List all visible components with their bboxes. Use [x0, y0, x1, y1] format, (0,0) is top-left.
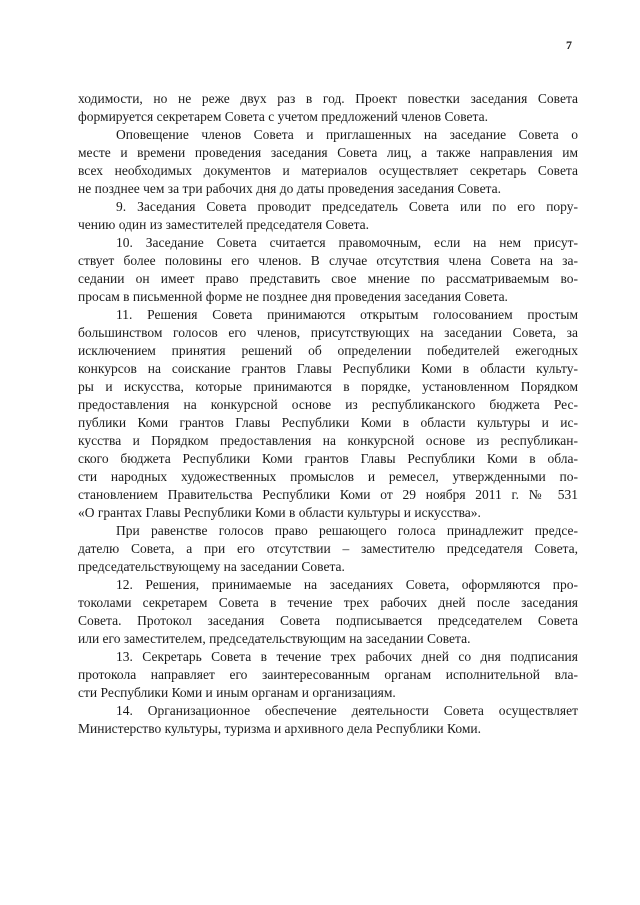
- text-line: Совета. Протокол заседания Совета подписывается председателем Совета: [78, 613, 578, 628]
- text-line: конкурсов на соискание грантов Главы Республики Коми в области культу-: [78, 361, 578, 376]
- text-line: 9. Заседания Совета проводит председатель Совета или по его пору-: [116, 199, 578, 214]
- text-line: 12. Решения, принимаемые на заседаниях Совета, оформляются про-: [116, 577, 578, 592]
- document-body: [78, 90, 578, 738]
- text-line: ского бюджета Республики Коми грантов Главы Республики Коми в обла-: [78, 451, 578, 466]
- text-line: Министерство культуры, туризма и архивного дела Республики Коми.: [78, 721, 481, 736]
- text-line: публики Коми грантов Главы Республики Коми в области культуры и ис-: [78, 415, 578, 430]
- text-line: ры и искусства, которые принимаются в порядке, установленном Порядком: [78, 379, 578, 394]
- text-line: «О грантах Главы Республики Коми в области культуры и искусства».: [78, 505, 481, 520]
- text-line: 11. Решения Совета принимаются открытым голосованием простым: [116, 307, 578, 322]
- text-line: При равенстве голосов право решающего голоса принадлежит предсе-: [116, 523, 578, 538]
- text-line: кусства и Порядком предоставления на конкурсной основе из республикан-: [78, 433, 578, 448]
- text-line: председательствующему на заседании Совета.: [78, 559, 345, 574]
- text-line: токолами секретарем Совета в течение трех рабочих дней после заседания: [78, 595, 578, 610]
- text-line: чению один из заместителей председателя Совета.: [78, 217, 370, 232]
- text-line: седании он имеет право представить свое мнение по рассматриваемым во-: [78, 271, 578, 286]
- text-line: не позднее чем за три рабочих дня до даты проведения заседания Совета.: [78, 181, 501, 196]
- text-line: дателю Совета, а при его отсутствии – заместителю председателя Совета,: [78, 541, 578, 556]
- text-line: или его заместителем, председательствующим на заседании Совета.: [78, 631, 471, 646]
- text-line: формируется секретарем Совета с учетом предложений членов Совета.: [78, 109, 488, 124]
- text-line: становлением Правительства Республики Коми от 29 ноября 2011 г. № 531: [78, 487, 578, 502]
- text-line: просам в письменной форме не позднее дня проведения заседания Совета.: [78, 289, 508, 304]
- text-line: ствует более половины его членов. В случае отсутствия члена Совета на за-: [78, 253, 578, 268]
- text-line: Оповещение членов Совета и приглашенных на заседание Совета о: [116, 127, 578, 142]
- text-line: предоставления на конкурсной основе из республиканского бюджета Рес-: [78, 397, 578, 412]
- text-line: ходимости, но не реже двух раз в год. Проект повестки заседания Совета: [78, 91, 578, 106]
- text-line: протокола направляет его заинтересованным органам исполнительной вла-: [78, 667, 578, 682]
- text-line: исключением принятия решений об определении победителей ежегодных: [78, 343, 578, 358]
- text-line: месте и времени проведения заседания Совета лиц, а также направления им: [78, 145, 578, 160]
- page-number: 7: [566, 38, 572, 52]
- text-line: всех необходимых документов и материалов осуществляет секретарь Совета: [78, 163, 578, 178]
- text-line: 14. Организационное обеспечение деятельности Совета осуществляет: [116, 703, 578, 718]
- text-line: 13. Секретарь Совета в течение трех рабочих дней со дня подписания: [116, 649, 578, 664]
- text-line: 10. Заседание Совета считается правомочным, если на нем присут-: [116, 235, 578, 250]
- text-line: сти народных художественных промыслов и ремесел, утвержденными по-: [78, 469, 578, 484]
- text-line: большинством голосов его членов, присутствующих на заседании Совета, за: [78, 325, 578, 340]
- text-line: сти Республики Коми и иным органам и организациям.: [78, 685, 396, 700]
